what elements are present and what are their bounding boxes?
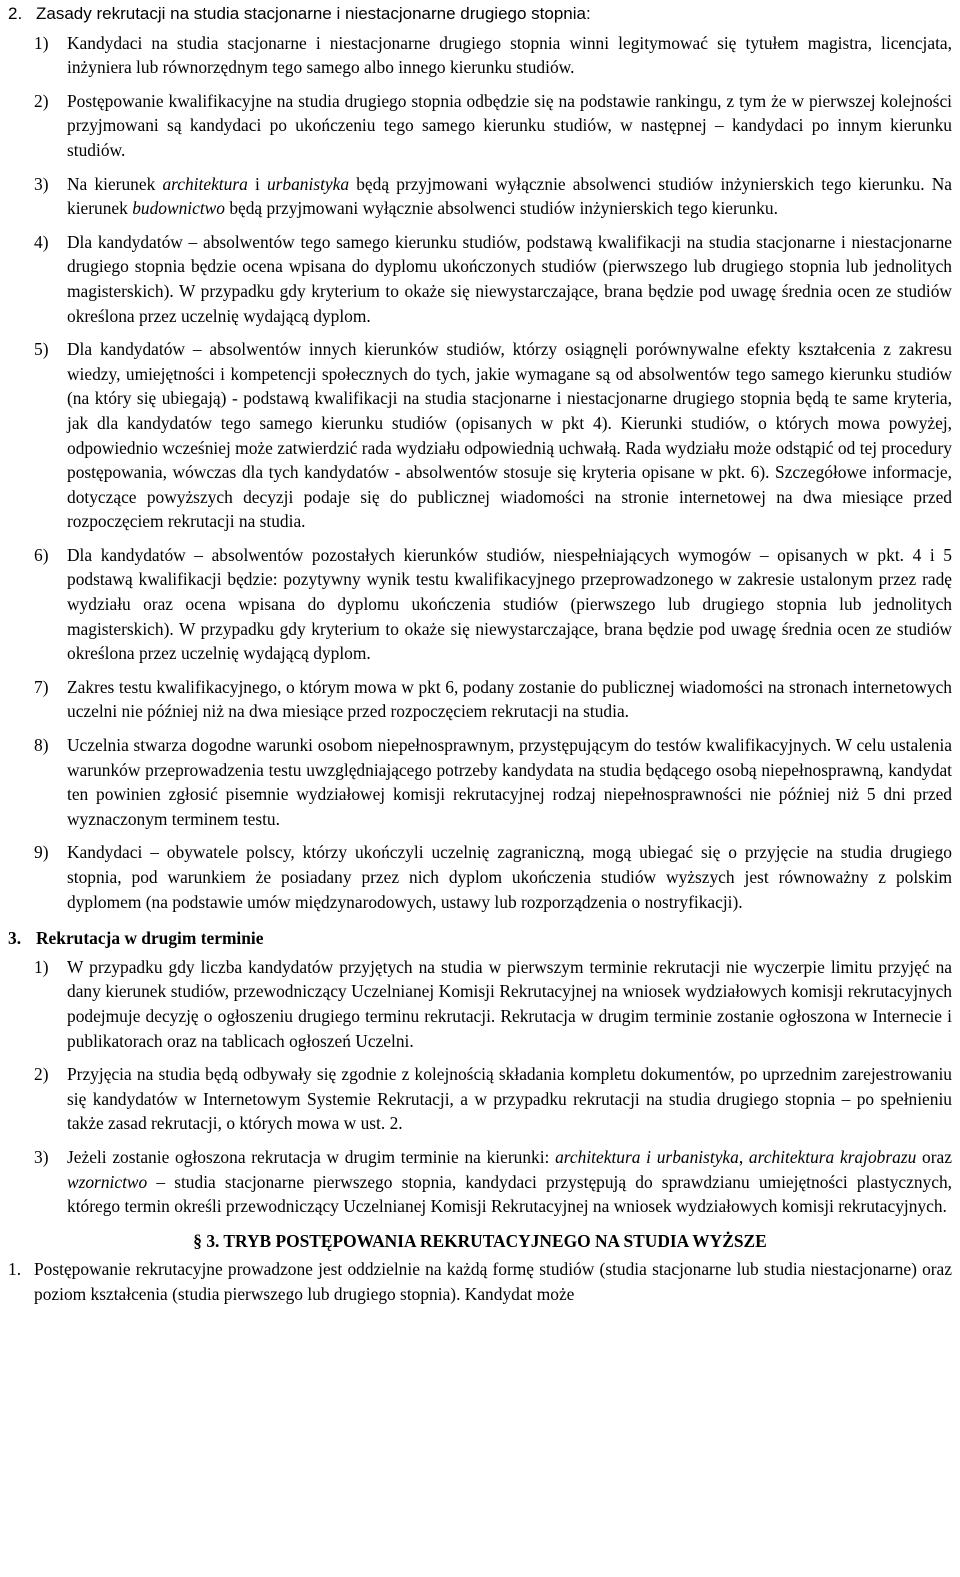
item-text: Przyjęcia na studia będą odbywały się zgodnie z kolejnością składania kompletu dokumentów, po uprzednim zarejestrowaniu się kandydatów w Internetowym Systemie Rekrutacji, a w przypadku rekrutacji na studia drugiego stopnia – po spełnieniu także zasad rekrutacji, o których mowa w ust. 2.	[67, 1064, 952, 1134]
item-number: 1)	[34, 956, 49, 977]
chapter-heading: § 3. TRYB POSTĘPOWANIA REKRUTACYJNEGO NA STUDIA WYŻSZE	[193, 1230, 767, 1251]
field-name: architektura krajobrazu	[748, 1146, 917, 1167]
item-text: W przypadku gdy liczba kandydatów przyjętych na studia w pierwszym terminie rekrutacji nie wyczerpie limitu przyjęć na dany kierunek studiów, przewodniczący Uczelnianej Komisji Rekrutacyjnej na wniosek wydziałowych komisji rekrutacyjnych podejmuje decyzję o ogłoszeniu drugiego terminu rekrutacji. Rekrutacja w drugim terminie zostanie ogłoszona w Internecie i publikatorach oraz na tablicach ogłoszeń Uczelni.	[67, 956, 952, 1051]
list-item	[8, 675, 952, 724]
item-number: 7)	[34, 676, 49, 697]
item-number: 5)	[34, 339, 49, 360]
final-paragraph	[8, 1257, 952, 1306]
item-number: 9)	[34, 842, 49, 863]
item-number: 4)	[34, 231, 49, 252]
item-number: 1.	[8, 1259, 22, 1280]
field-name: urbanistyka	[266, 173, 350, 194]
list-item	[8, 955, 952, 1053]
field-name: budownictwo	[132, 198, 225, 219]
item-number: 2)	[34, 90, 49, 111]
item-number: 1)	[34, 32, 49, 53]
section-title: Rekrutacja w drugim terminie	[36, 928, 264, 949]
item-text: Kandydaci – obywatele polscy, którzy ukończyli uczelnię zagraniczną, mogą ubiegać się o przyjęcie na studia drugiego stopnia, pod warunkiem że posiadany przez nich dyplom ukończenia studiów wyższych jest równoważny z polskim dyplomem (na podstawie umów międzynarodowych, ustawy lub rozporządzenia o nostryfikacji).	[67, 842, 952, 912]
section-number: 2.	[8, 4, 23, 23]
item-number: 6)	[34, 544, 49, 565]
list-item	[8, 1145, 952, 1219]
list-item	[8, 31, 952, 80]
section-title: Zasady rekrutacji na studia stacjonarne i niestacjonarne drugiego stopnia:	[36, 4, 591, 23]
item-text: Dla kandydatów – absolwentów pozostałych kierunków studiów, niespełniających wymogów – opisanych w pkt. 4 i 5 podstawą kwalifikacji będzie: pozytywny wynik testu kwalifikacyjnego przeprowadzonego w zakresie ustalonym przez radę wydziału oraz ocena wpisana do dyplomu ukończenia studiów (pierwszego lub drugiego stopnia lub jednolitych magisterskich). W przypadku gdy kryterium to okaże się niewystarczające, brana będzie pod uwagę średnia ocen ze studiów określona przez uczelnię wydającą dyplom.	[67, 544, 952, 664]
section-number: 3.	[8, 928, 22, 949]
list-item	[8, 840, 952, 914]
field-name: architektura i urbanistyka	[555, 1146, 739, 1167]
item-text: Zakres testu kwalifikacyjnego, o którym mowa w pkt 6, podany zostanie do publicznej wiadomości na stronach internetowych uczelni nie później niż na dwa miesiące przed rozpoczęciem rekrutacji na studia.	[67, 676, 952, 722]
item-number: 2)	[34, 1064, 49, 1085]
item-text: Postępowanie rekrutacyjne prowadzone jest oddzielnie na każdą formę studiów (studia stacjonarne lub studia niestacjonarne) oraz poziom kształcenia (studia pierwszego lub drugiego stopnia). Kandydat może	[34, 1259, 952, 1304]
section-2-list	[8, 31, 952, 915]
section-3-list	[8, 955, 952, 1219]
list-item	[8, 89, 952, 163]
list-item	[8, 543, 952, 666]
list-item	[8, 1062, 952, 1136]
item-text: Jeżeli zostanie ogłoszona rekrutacja w drugim terminie na kierunki: architektura i urbanistyka, architektura krajobrazu oraz wzornictwo – studia stacjonarne pierwszego stopnia, kandydaci przystępują do sprawdzianu umiejętności plastycznych, którego termin określi przewodniczący Uczelnianej Komisji Rekrutacyjnej na wniosek wydziałowych komisji rekrutacyjnych.	[67, 1146, 952, 1217]
field-name: wzornictwo	[67, 1171, 148, 1192]
item-text: Uczelnia stwarza dogodne warunki osobom niepełnosprawnym, przystępującym do testów kwalifikacyjnych. W celu ustalenia warunków przeprowadzenia testu uwzględniającego potrzeby kandydata na studia będącego osobą niepełnosprawną, kandydat ten powinien zgłosić pisemnie wydziałowej komisji rekrutacyjnej rodzaj niepełnosprawności nie później niż 5 dni przed wyznaczonym terminem testu.	[67, 735, 952, 829]
item-number: 8)	[34, 735, 49, 756]
field-name: architektura	[162, 173, 248, 194]
item-text: Dla kandydatów – absolwentów tego samego kierunku studiów, podstawą kwalifikacji na studia stacjonarne i niestacjonarne drugiego stopnia będzie ocena wpisana do dyplomu ukończonych studiów (pierwszego lub drugiego stopnia lub jednolitych magisterskich). W przypadku gdy kryterium to okaże się niewystarczające, brana będzie pod uwagę średnia ocen ze studiów określona przez uczelnię wydającą dyplom.	[67, 231, 952, 326]
section-2-heading	[8, 2, 952, 27]
item-text: Postępowanie kwalifikacyjne na studia drugiego stopnia odbędzie się na podstawie rankingu, z tym że w pierwszej kolejności przyjmowani są kandydaci po ukończeniu tego samego kierunku studiów, w następnej – kandydaci po innym kierunku studiów.	[67, 90, 952, 160]
list-item	[8, 733, 952, 831]
item-text: Na kierunek architektura i urbanistyka będą przyjmowani wyłącznie absolwenci studiów inżynierskich tego kierunku. Na kierunek budownictwo będą przyjmowani wyłącznie absolwenci studiów inżynierskich tego kierunku.	[67, 173, 952, 219]
list-item	[8, 230, 952, 328]
list-item	[8, 337, 952, 534]
list-item	[8, 172, 952, 221]
item-number: 3)	[34, 1146, 49, 1167]
item-text: Dla kandydatów – absolwentów innych kierunków studiów, którzy osiągnęli porównywalne efekty kształcenia z zakresu wiedzy, umiejętności i kompetencji społecznych do tych, jakie wymagane są od absolwentów tego samego kierunku studiów (na który się ubiegają) - podstawą kwalifikacji na studia stacjonarne i niestacjonarne drugiego stopnia będą te same kryteria, jak dla kandydatów tego samego kierunku studiów (opisanych w pkt 4). Kierunki studiów, o których mowa powyżej, odpowiednio wcześniej może zatwierdzić rada wydziału odpowiednią uchwałą. Rada wydziału może odstąpić od tej procedury postępowania, wówczas dla tych kandydatów - absolwentów stosuje się kryteria opisane w pkt. 6). Szczegółowe informacje, dotyczące powyższych decyzji podaje się do publicznej wiadomości na stronie internetowej na dwa miesiące przed rozpoczęciem rekrutacji na studia.	[67, 339, 952, 532]
item-text: Kandydaci na studia stacjonarne i niestacjonarne drugiego stopnia winni legitymować się tytułem magistra, licencjata, inżyniera lub równorzędnym tego samego albo innego kierunku studiów.	[67, 32, 952, 78]
item-number: 3)	[34, 173, 49, 194]
section-3-heading	[8, 926, 952, 951]
